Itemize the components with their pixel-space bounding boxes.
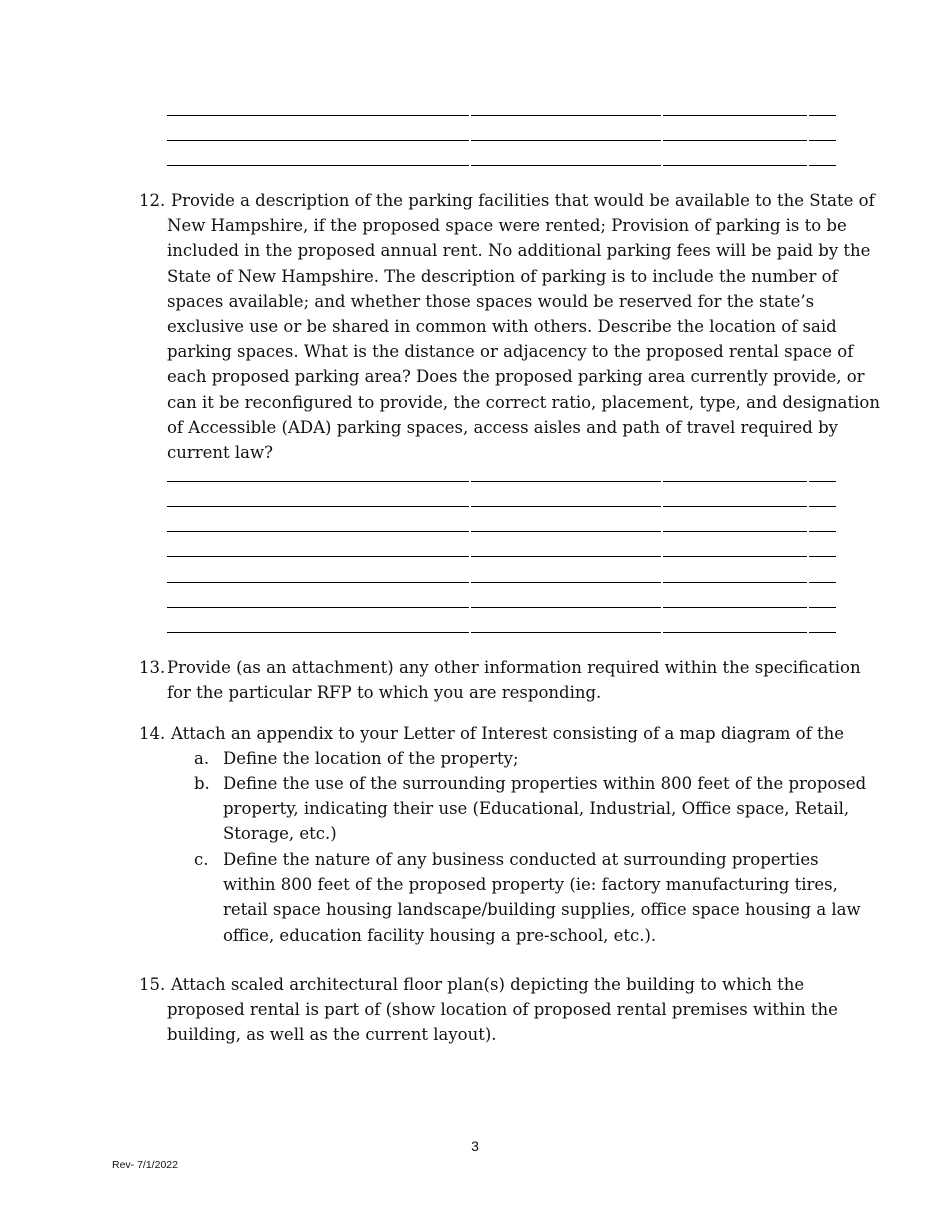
answer-line <box>167 115 836 116</box>
answer-line <box>167 165 836 166</box>
question-text: Attach an appendix to your Letter of Interest consisting of a map diagram of the <box>171 724 844 743</box>
list-text: Define the location of the property; <box>223 749 519 768</box>
list-label: a. <box>194 749 210 768</box>
question-text: Attach scaled architectural floor plan(s) depicting the building to which the <box>171 975 805 994</box>
answer-line <box>167 556 836 557</box>
answer-line <box>167 140 836 141</box>
question-text-cont: proposed rental is part of (show location of proposed rental premises within the building, as well as the current layout). <box>167 1000 838 1045</box>
answer-line <box>167 531 836 532</box>
question-text-cont: New Hampshire, if the proposed space were rented; Provision of parking is to be included in the proposed annual rent. No additional parking fees will be paid by the State of New Hampshire. The description of parking is to include the number of spaces available; and whether those spaces would be reserved for the state’s exclusive use or be shared in common with others. Describe the location of said parking spaces. What is the distance or adjacency to the proposed rental space of each proposed parking area? Does the proposed parking area currently provide, or can it be reconfigured to provide, the correct ratio, placement, type, and designation of Accessible (ADA) parking spaces, access aisles and path of travel required by current law? <box>167 216 880 463</box>
question-text: Provide (as an attachment) any other information required within the specification for the particular RFP to which you are responding. <box>167 658 861 703</box>
list-text: Define the nature of any business conducted at surrounding properties within 800 feet of the proposed property (ie: factory manufacturing tires, retail space housing landscape/building supplies, office space housing a law office, education facility housing a pre-school, etc.). <box>223 850 861 945</box>
answer-line <box>167 506 836 507</box>
question-text: Provide a description of the parking facilities that would be available to the State of <box>171 191 875 210</box>
page-number: 3 <box>471 1138 479 1154</box>
answer-line <box>167 607 836 608</box>
list-label: b. <box>194 774 210 793</box>
question-number: 13. <box>139 658 166 677</box>
answer-line <box>167 481 836 482</box>
question-number: 12. <box>139 191 166 210</box>
question-number: 15. <box>139 975 166 994</box>
answer-line <box>167 632 836 633</box>
list-text: Define the use of the surrounding properties within 800 feet of the proposed property, indicating their use (Educational, Industrial, Office space, Retail, Storage, etc.) <box>223 774 867 844</box>
question-number: 14. <box>139 724 166 743</box>
revision-date: Rev- 7/1/2022 <box>112 1159 178 1171</box>
list-label: c. <box>194 850 209 869</box>
answer-line <box>167 582 836 583</box>
